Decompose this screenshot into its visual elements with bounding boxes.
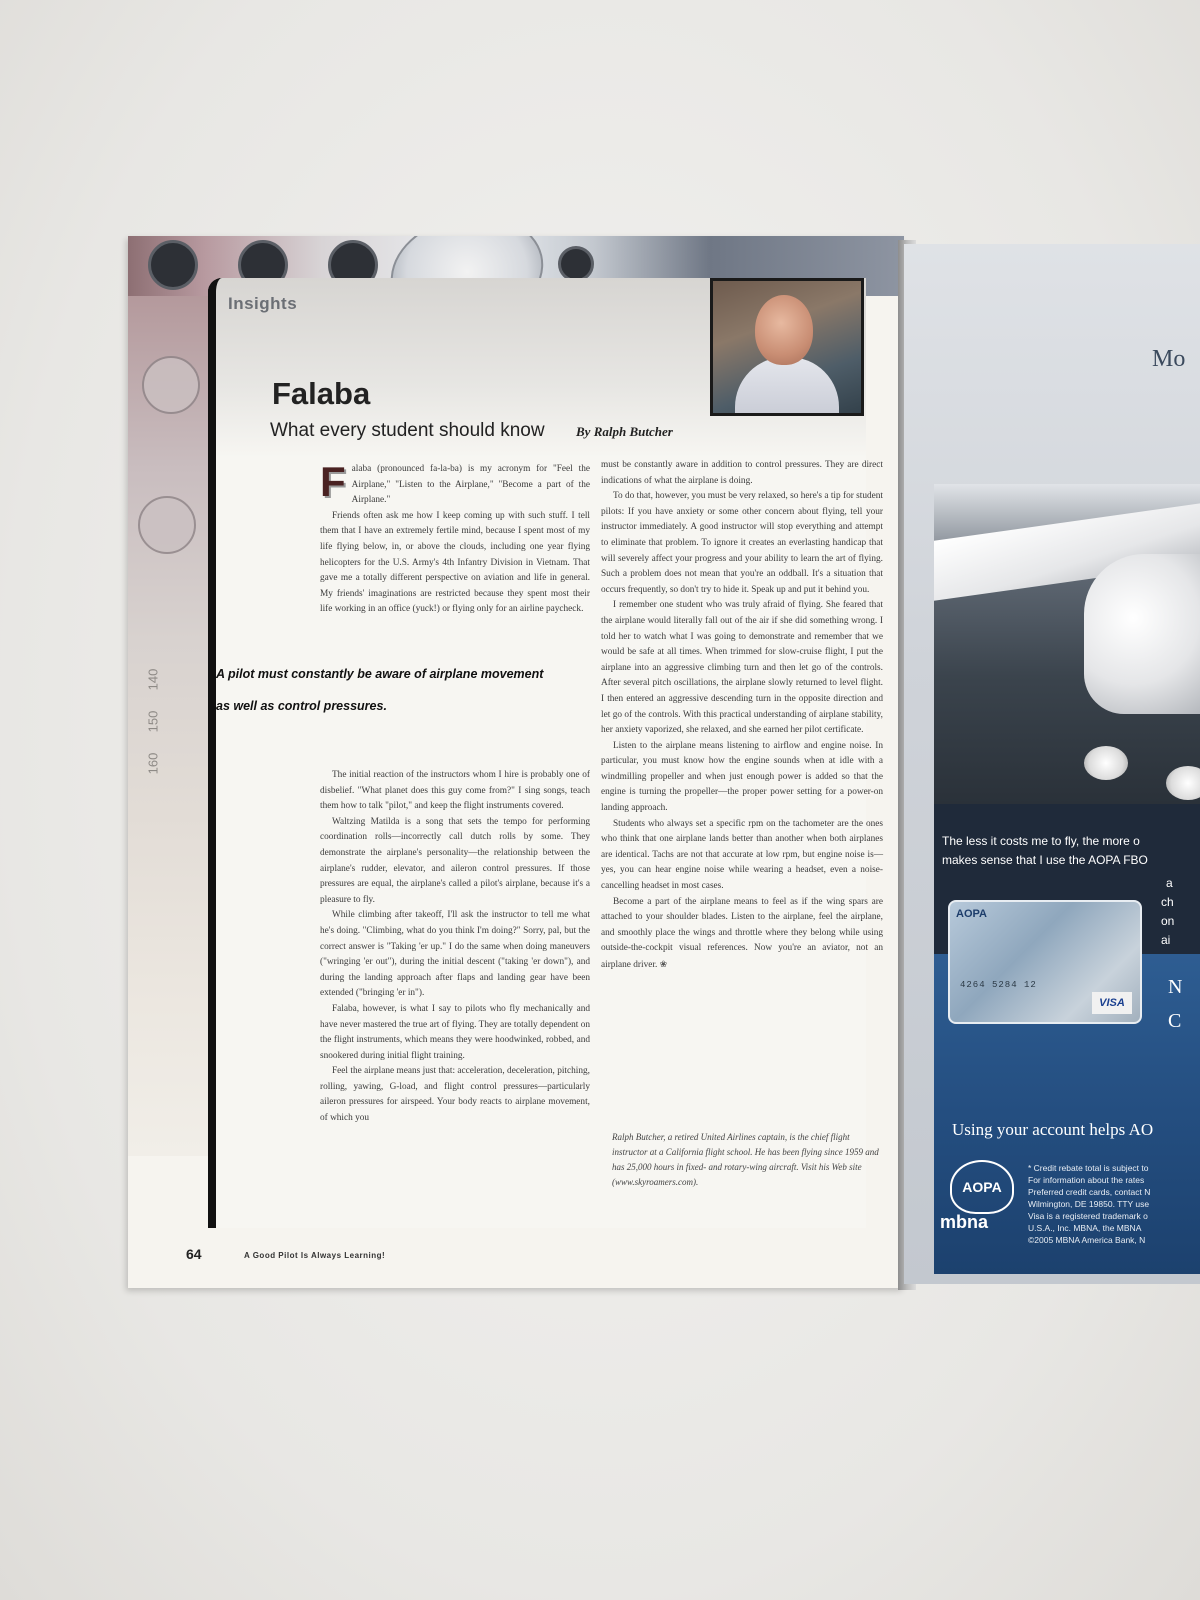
fine-print-line: Preferred credit cards, contact N (1028, 1187, 1151, 1197)
paragraph: I remember one student who was truly afraid of flying. She feared that the airplane would literally fall out of the air if she did something wrong. I told her to watch what I was going to demonstrate and remember that we would be safe at all times. When trimmed for slow-cruise flight, I put the airplane into an aggressive climbing turn and then let go of the controls. After several pitch oscillations, the airplane slowly returned to level flight. I then entered an aggressive descending turn in the opposite direction and let go of the controls. With this practical understanding of airplane stability, her anxiety vaporized, she relaxed, and she earned her pilot certificate. (601, 600, 883, 736)
ad-headline: Mo (1152, 346, 1186, 372)
wheel-icon (1166, 766, 1200, 800)
fine-print-line: Visa is a registered trademark o (1028, 1211, 1148, 1221)
column-1-bottom (320, 768, 590, 1127)
aopa-logo: AOPA (950, 1160, 1014, 1214)
ruler-label: 140 (145, 668, 161, 691)
side-decoration (128, 296, 210, 1156)
airplane-photo (934, 484, 1200, 804)
gauge-icon (558, 246, 594, 282)
section-tag: Insights (228, 294, 298, 313)
ad-tagline-line: makes sense that I use the AOPA FBO (942, 853, 1148, 867)
column-2 (601, 458, 883, 974)
paragraph: The initial reaction of the instructors whom I hire is probably one of disbelief. "What planet does this guy come from?" I sing songs, teach them how to talk "pilot," and keep the flight instruments covered. (320, 770, 590, 812)
paragraph: Waltzing Matilda is a song that sets the tempo for performing coordination rolls—incorrectly call dutch rolls by some. They demonstrate the airplane's personality—the relationship between the airplane's rudder, elevator, and aileron control pressures. If those pressures are equal, the airplane's called a pilot's airplane, because it's a pleasure to fly. (320, 816, 590, 905)
article-title: Falaba (272, 376, 371, 411)
visa-logo-icon: VISA (1092, 992, 1132, 1014)
ad-fine-print (1028, 1162, 1200, 1246)
photo-head (755, 295, 813, 365)
article-subtitle: What every student should know (270, 420, 545, 441)
paragraph (601, 895, 883, 974)
gauge-icon (138, 496, 196, 554)
footer-tagline: A Good Pilot Is Always Learning! (244, 1251, 386, 1260)
magazine-page-right-ad (904, 244, 1200, 1284)
ad-big-letter: C (1168, 1010, 1182, 1032)
card-logo: AOPA (956, 908, 987, 920)
author-photo (710, 278, 864, 416)
ad-side-text: a (1166, 876, 1173, 890)
ruler-label: 160 (145, 752, 161, 775)
ad-big-letter: N (1168, 976, 1183, 998)
paragraph: Listen to the airplane means listening to airflow and engine noise. In particular, you must know how the engine sounds when at idle with a windmilling propeller and when just enough power is added so that the engine is turning the propeller—the proper power setting for a power-on landing approach. (601, 740, 883, 814)
magazine-page-left (128, 236, 904, 1288)
fine-print-line: * Credit rebate total is subject to (1028, 1163, 1149, 1173)
page-number: 64 (186, 1246, 202, 1262)
column-1-top (320, 458, 590, 618)
photo-shirt (735, 357, 839, 416)
end-mark-icon: ❀ (659, 959, 668, 969)
fine-print-line: Wilmington, DE 19850. TTY use (1028, 1199, 1150, 1209)
gauge-icon (142, 356, 200, 414)
fine-print-line: For information about the rates (1028, 1175, 1145, 1185)
credit-card-image (948, 900, 1142, 1024)
ad-side-text: ai (1161, 933, 1171, 947)
ruler-label: 150 (145, 710, 161, 733)
ad-side-text: on (1161, 914, 1175, 928)
pull-quote: A pilot must constantly be aware of airplane movement as well as control pressures. (216, 667, 544, 713)
ad-tagline-line: The less it costs me to fly, the more o (942, 834, 1140, 848)
wheel-icon (1084, 746, 1128, 780)
paragraph: Falaba, however, is what I say to pilots who fly mechanically and have never mastered the true art of flying. They are totally dependent on the flight instruments, which means they were hoodwinked, robbed, and snookered during initial flight training. (320, 1003, 590, 1061)
paragraph-text: Become a part of the airplane means to feel as if the wing spars are attached to your shoulder blades. Listen to the airplane, feel the airplane, and smoothly place the wings and throttle where they belong while using outside-the-cockpit visual references. Now you're an aviator, not an airplane driver. (601, 896, 883, 970)
fine-print-line: ©2005 MBNA America Bank, N (1028, 1235, 1146, 1245)
card-number: 4264 5284 12 (960, 980, 1037, 990)
paragraph: Students who always set a specific rpm on the tachometer are the ones who think that one airplane lands better than another when both airplanes are identical. Tachs are not that accurate at low rpm, but engine noise is—yes, you can hear engine noise while wearing a headset, even a noise-cancelling headset in most cases. (601, 818, 883, 892)
ad-side-text: ch (1161, 895, 1174, 909)
gauge-icon (148, 240, 198, 290)
byline: By Ralph Butcher (576, 424, 673, 439)
paragraph: While climbing after takeoff, I'll ask the instructor to tell me what he's doing. "Climbing, what do you think I'm doing?" Sorry, pal, but the correct answer is "Taking 'er up." I do the same when doing maneuvers ("wringing 'er out"), during the initial descent ("taking 'er down"), and during the landing approach after flaps and landing gear have been extended ("bringing 'er in"). (320, 910, 590, 999)
fine-print-line: U.S.A., Inc. MBNA, the MBNA (1028, 1223, 1142, 1233)
ad-tagline (942, 832, 1200, 870)
paragraph: Feel the airplane means just that: acceleration, deceleration, pitching, rolling, yawing, G-load, and flight control pressures—particularly aileron pressures for airspeed. Your body reacts to airplane movement, of which you (320, 1066, 590, 1124)
mbna-logo: mbna (940, 1212, 989, 1232)
paragraph: must be constantly aware in addition to control pressures. They are direct indications of what the airplane is doing. (601, 460, 883, 486)
paragraph: Friends often ask me how I keep coming up with such stuff. I tell them that I have an extremely fertile mind, because I spent most of my life flying below, in, or above the clouds, including one year flying helicopters for the U.S. Army's 4th Infantry Division in Vietnam. That gave me a totally different perspective on aviation and life in general. My friends' imaginations are restricted because they spent most their life working in an office (yuck!) or flying only for an airline paycheck. (320, 510, 590, 615)
author-bio: Ralph Butcher, a retired United Airlines captain, is the chief flight instructor at a California flight school. He has been flying since 1959 and has 25,000 hours in fixed- and rotary-wing aircraft. Visit his Web site (www.skyroamers.com). (612, 1132, 879, 1187)
drop-cap: F (320, 458, 346, 505)
ad-using-text: Using your account helps AO (952, 1120, 1154, 1139)
intro-paragraph: alaba (pronounced fa-la-ba) is my acronym for "Feel the Airplane," "Listen to the Airplane," "Become a part of the Airplane." (351, 464, 590, 506)
airplane-fuselage (1084, 554, 1200, 714)
paragraph: To do that, however, you must be very relaxed, so here's a tip for student pilots: If you have anxiety or some other concern about flying, tell your instructor immediately. A good instructor will stop everything and attempt to eliminate that problem. To ignore it creates an everlasting handicap that will severely affect your progress and your ability to learn the art of flying. Such a problem does not mean that you're an oddball. It's a situation that occurs frequently, so don't try to hide it. Speak up and put it behind you. (601, 491, 883, 595)
